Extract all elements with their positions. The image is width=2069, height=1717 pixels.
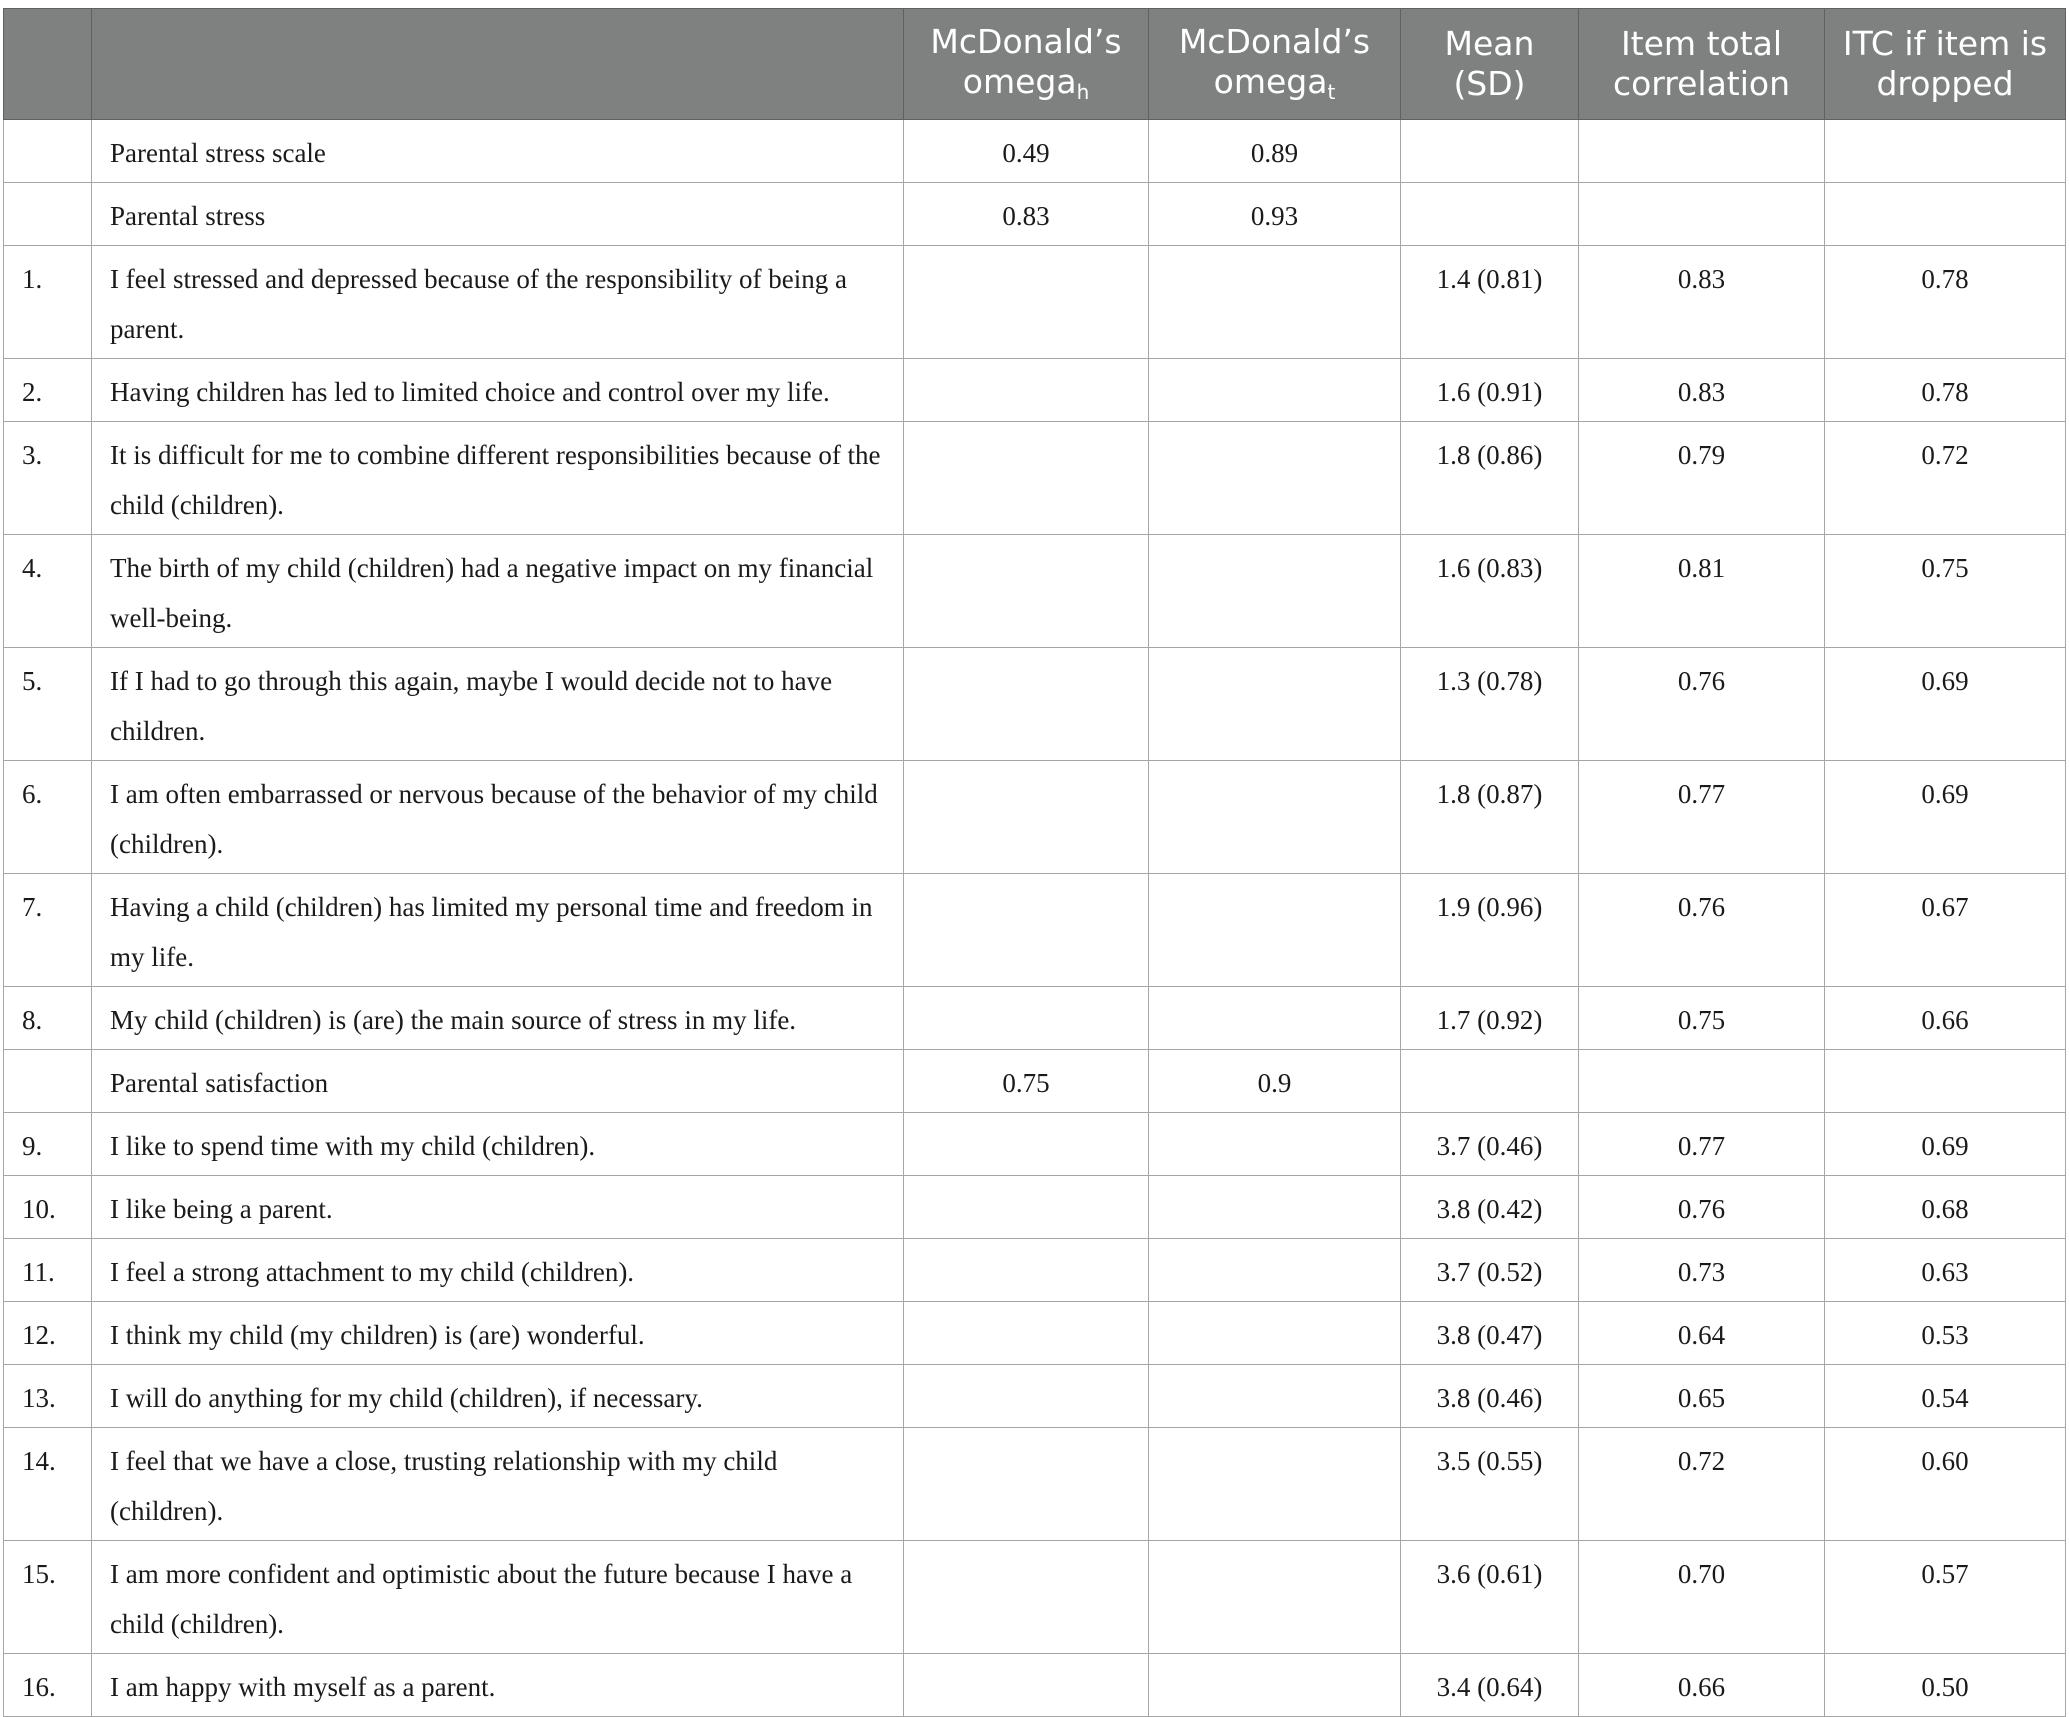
omega-t-value (1149, 1176, 1401, 1239)
item-text: I am more confident and optimistic about the future because I have a child (children). (92, 1541, 904, 1654)
item-text: Having children has led to limited choice and control over my life. (92, 359, 904, 422)
mean-sd-value: 1.4 (0.81) (1401, 246, 1579, 359)
itc-if-dropped-value (1825, 1050, 2066, 1113)
item-text: I feel a strong attachment to my child (children). (92, 1239, 904, 1302)
header-omega-t (1149, 9, 1401, 120)
mean-sd-value: 1.6 (0.83) (1401, 535, 1579, 648)
omega-h-value: 0.49 (904, 120, 1149, 183)
itc-if-dropped-value (1825, 120, 2066, 183)
item-total-correlation-value: 0.70 (1579, 1541, 1825, 1654)
header-item-total-correlation: Item total correlation (1579, 9, 1825, 120)
itc-if-dropped-value: 0.67 (1825, 874, 2066, 987)
omega-h-value: 0.75 (904, 1050, 1149, 1113)
itc-if-dropped-value: 0.78 (1825, 246, 2066, 359)
itc-if-dropped-value: 0.63 (1825, 1239, 2066, 1302)
itc-if-dropped-value: 0.54 (1825, 1365, 2066, 1428)
itc-if-dropped-value: 0.50 (1825, 1654, 2066, 1717)
table-row (4, 1113, 2066, 1176)
item-total-correlation-value: 0.76 (1579, 1176, 1825, 1239)
item-total-correlation-value: 0.76 (1579, 648, 1825, 761)
itc-if-dropped-value: 0.69 (1825, 1113, 2066, 1176)
header-omega-h-label: McDonald’s omega (930, 22, 1122, 101)
item-text: Parental stress (92, 183, 904, 246)
mean-sd-value: 3.7 (0.46) (1401, 1113, 1579, 1176)
mean-sd-value: 1.3 (0.78) (1401, 648, 1579, 761)
omega-t-value: 0.9 (1149, 1050, 1401, 1113)
mean-sd-value (1401, 120, 1579, 183)
item-text: Parental stress scale (92, 120, 904, 183)
item-total-correlation-value: 0.64 (1579, 1302, 1825, 1365)
item-text: I like to spend time with my child (children). (92, 1113, 904, 1176)
item-number (4, 183, 92, 246)
omega-h-value (904, 1654, 1149, 1717)
item-text: I think my child (my children) is (are) wonderful. (92, 1302, 904, 1365)
item-number: 2. (4, 359, 92, 422)
itc-if-dropped-value: 0.68 (1825, 1176, 2066, 1239)
omega-h-value (904, 648, 1149, 761)
omega-h-value (904, 1365, 1149, 1428)
itc-if-dropped-value: 0.53 (1825, 1302, 2066, 1365)
item-total-correlation-value: 0.79 (1579, 422, 1825, 535)
omega-t-value (1149, 246, 1401, 359)
table-row (4, 1365, 2066, 1428)
itc-if-dropped-value: 0.75 (1825, 535, 2066, 648)
omega-t-value (1149, 874, 1401, 987)
omega-t-value (1149, 422, 1401, 535)
item-text: I will do anything for my child (children), if necessary. (92, 1365, 904, 1428)
mean-sd-value: 3.7 (0.52) (1401, 1239, 1579, 1302)
item-number: 5. (4, 648, 92, 761)
table-row (4, 761, 2066, 874)
mean-sd-value: 3.6 (0.61) (1401, 1541, 1579, 1654)
itc-if-dropped-value: 0.69 (1825, 648, 2066, 761)
item-total-correlation-value: 0.83 (1579, 246, 1825, 359)
item-text: I am happy with myself as a parent. (92, 1654, 904, 1717)
item-total-correlation-value: 0.77 (1579, 1113, 1825, 1176)
itc-if-dropped-value: 0.69 (1825, 761, 2066, 874)
item-text: It is difficult for me to combine different responsibilities because of the child (children). (92, 422, 904, 535)
mean-sd-value: 1.6 (0.91) (1401, 359, 1579, 422)
omega-h-value (904, 535, 1149, 648)
mean-sd-value: 3.4 (0.64) (1401, 1654, 1579, 1717)
item-number: 9. (4, 1113, 92, 1176)
table-row (4, 874, 2066, 987)
header-omega-t-subscript: t (1327, 80, 1336, 104)
reliability-table (3, 8, 2066, 1717)
item-number: 16. (4, 1654, 92, 1717)
table-row (4, 648, 2066, 761)
mean-sd-value (1401, 1050, 1579, 1113)
item-total-correlation-value: 0.72 (1579, 1428, 1825, 1541)
omega-t-value (1149, 1541, 1401, 1654)
item-number: 15. (4, 1541, 92, 1654)
omega-t-value (1149, 648, 1401, 761)
mean-sd-value: 3.5 (0.55) (1401, 1428, 1579, 1541)
mean-sd-value (1401, 183, 1579, 246)
omega-t-value (1149, 1302, 1401, 1365)
itc-if-dropped-value: 0.60 (1825, 1428, 2066, 1541)
item-number: 8. (4, 987, 92, 1050)
table-header (4, 9, 2066, 120)
itc-if-dropped-value: 0.78 (1825, 359, 2066, 422)
table-row (4, 422, 2066, 535)
table-row (4, 120, 2066, 183)
omega-h-value (904, 874, 1149, 987)
item-text: Having a child (children) has limited my personal time and freedom in my life. (92, 874, 904, 987)
omega-h-value (904, 1302, 1149, 1365)
table-row (4, 1428, 2066, 1541)
item-total-correlation-value (1579, 120, 1825, 183)
item-text: I like being a parent. (92, 1176, 904, 1239)
header-omega-h-subscript: h (1076, 80, 1090, 104)
mean-sd-value: 1.8 (0.87) (1401, 761, 1579, 874)
omega-t-value (1149, 1428, 1401, 1541)
header-omega-t-label: McDonald’s omega (1178, 22, 1371, 101)
item-number: 6. (4, 761, 92, 874)
omega-h-value (904, 1541, 1149, 1654)
table-row (4, 1050, 2066, 1113)
item-total-correlation-value: 0.73 (1579, 1239, 1825, 1302)
item-number: 10. (4, 1176, 92, 1239)
omega-t-value (1149, 987, 1401, 1050)
item-total-correlation-value: 0.76 (1579, 874, 1825, 987)
item-total-correlation-value: 0.75 (1579, 987, 1825, 1050)
item-number (4, 1050, 92, 1113)
item-text: I am often embarrassed or nervous because of the behavior of my child (children). (92, 761, 904, 874)
item-number: 3. (4, 422, 92, 535)
table-row (4, 1302, 2066, 1365)
omega-h-value: 0.83 (904, 183, 1149, 246)
omega-h-value (904, 246, 1149, 359)
item-text: Parental satisfaction (92, 1050, 904, 1113)
table-row (4, 359, 2066, 422)
omega-h-value (904, 1176, 1149, 1239)
omega-t-value (1149, 1239, 1401, 1302)
mean-sd-value: 1.8 (0.86) (1401, 422, 1579, 535)
table-row (4, 987, 2066, 1050)
omega-h-value (904, 761, 1149, 874)
itc-if-dropped-value (1825, 183, 2066, 246)
omega-t-value: 0.89 (1149, 120, 1401, 183)
itc-if-dropped-value: 0.57 (1825, 1541, 2066, 1654)
item-text: My child (children) is (are) the main source of stress in my life. (92, 987, 904, 1050)
item-number: 7. (4, 874, 92, 987)
item-total-correlation-value: 0.81 (1579, 535, 1825, 648)
header-item-number (4, 9, 92, 120)
mean-sd-value: 3.8 (0.46) (1401, 1365, 1579, 1428)
omega-h-value (904, 1428, 1149, 1541)
table-row (4, 1239, 2066, 1302)
table-row (4, 535, 2066, 648)
header-item-text (92, 9, 904, 120)
omega-t-value (1149, 761, 1401, 874)
omega-h-value (904, 422, 1149, 535)
header-row (4, 9, 2066, 120)
header-itc-if-dropped: ITC if item is dropped (1825, 9, 2066, 120)
table-row (4, 1541, 2066, 1654)
omega-t-value (1149, 1654, 1401, 1717)
omega-t-value: 0.93 (1149, 183, 1401, 246)
omega-h-value (904, 1239, 1149, 1302)
item-total-correlation-value (1579, 1050, 1825, 1113)
item-text: I feel that we have a close, trusting relationship with my child (children). (92, 1428, 904, 1541)
omega-t-value (1149, 359, 1401, 422)
item-text: The birth of my child (children) had a negative impact on my financial well-being. (92, 535, 904, 648)
table-row (4, 1176, 2066, 1239)
table-row (4, 183, 2066, 246)
omega-h-value (904, 359, 1149, 422)
table-row (4, 1654, 2066, 1717)
item-total-correlation-value: 0.83 (1579, 359, 1825, 422)
mean-sd-value: 1.7 (0.92) (1401, 987, 1579, 1050)
item-number: 1. (4, 246, 92, 359)
mean-sd-value: 3.8 (0.42) (1401, 1176, 1579, 1239)
header-omega-h (904, 9, 1149, 120)
item-number: 14. (4, 1428, 92, 1541)
item-total-correlation-value: 0.66 (1579, 1654, 1825, 1717)
table-row (4, 246, 2066, 359)
omega-t-value (1149, 1113, 1401, 1176)
item-number (4, 120, 92, 183)
item-number: 13. (4, 1365, 92, 1428)
item-number: 12. (4, 1302, 92, 1365)
item-total-correlation-value (1579, 183, 1825, 246)
mean-sd-value: 1.9 (0.96) (1401, 874, 1579, 987)
omega-t-value (1149, 535, 1401, 648)
item-total-correlation-value: 0.65 (1579, 1365, 1825, 1428)
omega-h-value (904, 987, 1149, 1050)
mean-sd-value: 3.8 (0.47) (1401, 1302, 1579, 1365)
itc-if-dropped-value: 0.66 (1825, 987, 2066, 1050)
item-text: I feel stressed and depressed because of the responsibility of being a parent. (92, 246, 904, 359)
omega-t-value (1149, 1365, 1401, 1428)
item-text: If I had to go through this again, maybe I would decide not to have children. (92, 648, 904, 761)
item-number: 4. (4, 535, 92, 648)
header-mean-sd: Mean (SD) (1401, 9, 1579, 120)
itc-if-dropped-value: 0.72 (1825, 422, 2066, 535)
item-total-correlation-value: 0.77 (1579, 761, 1825, 874)
item-number: 11. (4, 1239, 92, 1302)
omega-h-value (904, 1113, 1149, 1176)
table-body (4, 120, 2066, 1717)
